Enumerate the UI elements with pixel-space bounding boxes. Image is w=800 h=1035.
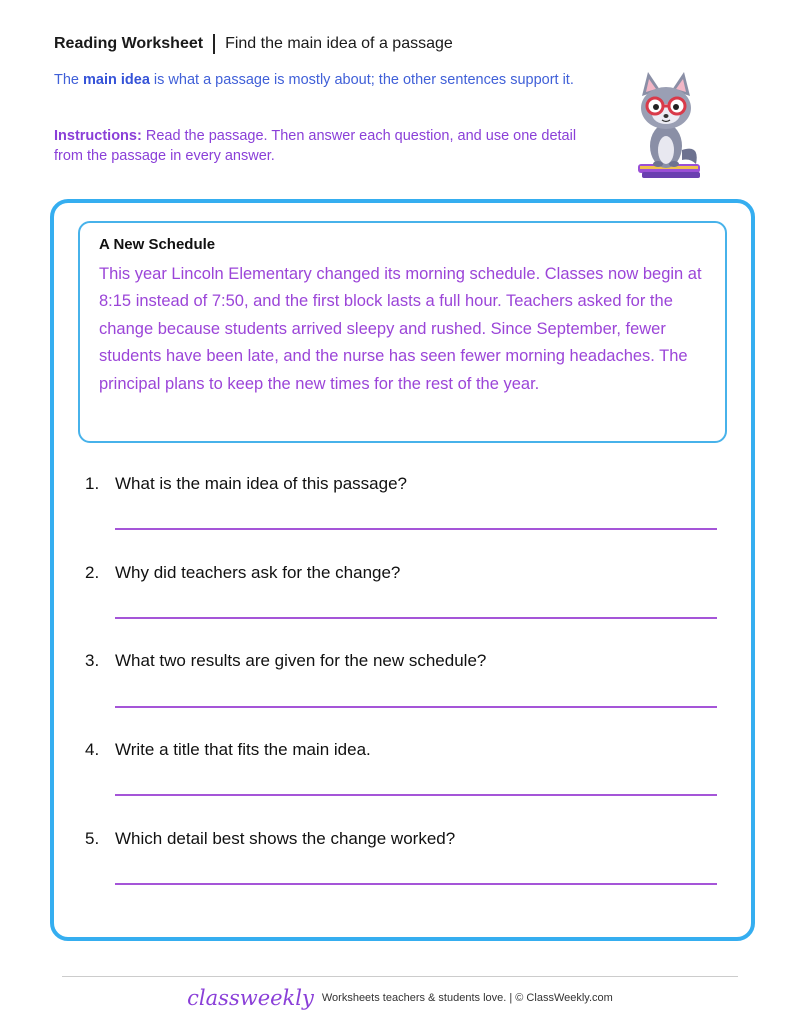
footer <box>0 986 800 1010</box>
question-number: 1. <box>85 474 100 493</box>
footer-tagline: Worksheets teachers & students love. | © ClassWeekly.com <box>321 992 613 1004</box>
header-divider <box>213 34 215 54</box>
answer-line-3[interactable] <box>115 706 717 708</box>
intro-text-post: is what a passage is mostly about; the other sentences support it. <box>149 72 574 88</box>
question-5 <box>85 829 455 849</box>
instructions-text: Read the passage. Then answer each question, and use one detail from the passage in every answer. <box>54 128 577 164</box>
question-number: 5. <box>85 829 100 848</box>
passage-box <box>78 221 727 443</box>
worksheet-subtitle: Find the main idea of a passage <box>225 35 453 52</box>
question-4 <box>85 740 371 760</box>
passage-text: This year Lincoln Elementary changed its morning schedule. Classes now begin at 8:15 instead of 7:50, and the first block lasts a full hour. Teachers asked for the change because students arrived sleepy and rushed. Since September, fewer students have been late, and the nurse has seen fewer morning headaches. The principal plans to keep the new times for the rest of the year. <box>99 265 702 393</box>
worksheet-header <box>54 34 453 54</box>
answer-line-2[interactable] <box>115 617 717 619</box>
question-text: Which detail best shows the change worked? <box>115 829 456 848</box>
question-1 <box>85 474 407 494</box>
main-idea-definition <box>54 70 574 90</box>
question-text: What two results are given for the new schedule? <box>115 651 487 670</box>
instructions-label: Instructions: <box>54 128 142 144</box>
answer-line-1[interactable] <box>115 528 717 530</box>
question-text: Why did teachers ask for the change? <box>115 563 401 582</box>
question-3 <box>85 651 486 671</box>
worksheet-title: Reading Worksheet <box>54 35 204 52</box>
question-number: 2. <box>85 563 100 582</box>
instructions <box>54 126 594 166</box>
raccoon-mascot-icon <box>630 66 710 180</box>
question-number: 3. <box>85 651 100 670</box>
main-idea-term: main idea <box>83 72 150 88</box>
passage-title: A New Schedule <box>99 236 216 253</box>
brand-logo: classweekly <box>187 986 314 1010</box>
intro-text-pre: The <box>54 72 84 88</box>
question-text: What is the main idea of this passage? <box>115 474 407 493</box>
question-2 <box>85 563 400 583</box>
answer-line-4[interactable] <box>115 794 717 796</box>
footer-divider <box>62 976 738 977</box>
question-text: Write a title that fits the main idea. <box>115 740 371 759</box>
question-number: 4. <box>85 740 100 759</box>
answer-line-5[interactable] <box>115 883 717 885</box>
